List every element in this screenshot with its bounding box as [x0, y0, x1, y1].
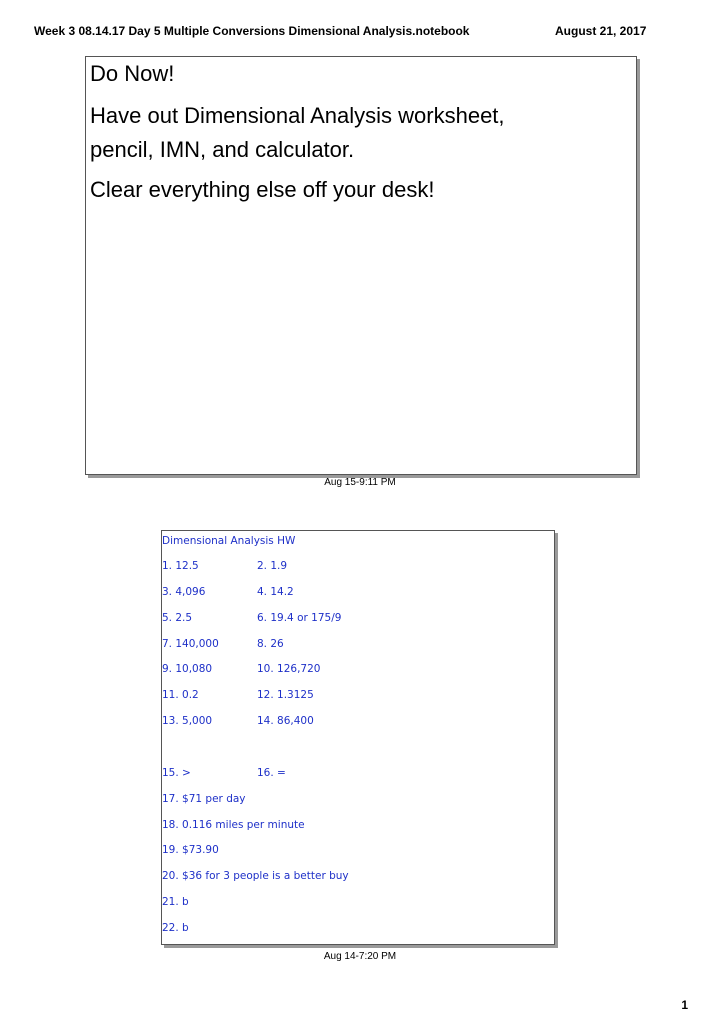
- answer-line: 19. $73.90: [162, 844, 219, 856]
- answer-row: [162, 638, 284, 650]
- answer-line: 17. $71 per day: [162, 793, 246, 805]
- answer-right: 6. 19.4 or 175/9: [257, 612, 342, 624]
- answer-row: [162, 663, 321, 675]
- answer-right: 4. 14.2: [257, 586, 294, 598]
- do-now-text-line-1: Have out Dimensional Analysis worksheet,: [90, 103, 505, 128]
- answer-left: 7. 140,000: [162, 638, 219, 650]
- answer-row: [162, 715, 314, 727]
- answer-right: 2. 1.9: [257, 560, 288, 572]
- answer-line: 21. b: [162, 896, 189, 908]
- homework-title: Dimensional Analysis HW: [162, 535, 296, 547]
- slide2-timestamp: Aug 14-7:20 PM: [323, 951, 397, 962]
- answer-right: 10. 126,720: [257, 663, 321, 675]
- answer-left: 15. >: [162, 767, 191, 779]
- answer-left: 13. 5,000: [162, 715, 213, 727]
- answer-row: [162, 767, 286, 779]
- answer-left: 1. 12.5: [162, 560, 199, 572]
- answer-left: 9. 10,080: [162, 663, 213, 675]
- do-now-slide: [85, 56, 637, 475]
- answer-line: 18. 0.116 miles per minute: [162, 819, 305, 831]
- answer-row: [162, 560, 288, 572]
- answer-line: 22. b: [162, 922, 189, 934]
- answer-row: [162, 612, 342, 624]
- answer-left: 3. 4,096: [162, 586, 206, 598]
- do-now-heading: Do Now!: [90, 61, 175, 86]
- answer-right: 16. =: [257, 767, 286, 779]
- do-now-text-line-2: pencil, IMN, and calculator.: [90, 137, 355, 162]
- page-number: 1: [681, 998, 688, 1012]
- answer-right: 8. 26: [257, 638, 284, 650]
- header-date: August 21, 2017: [555, 24, 647, 38]
- answer-row: [162, 586, 294, 598]
- slide1-timestamp: Aug 15-9:11 PM: [324, 477, 396, 488]
- answer-line: 20. $36 for 3 people is a better buy: [162, 870, 349, 882]
- answer-right: 12. 1.3125: [257, 689, 314, 701]
- answer-left: 11. 0.2: [162, 689, 199, 701]
- do-now-text-line-3: Clear everything else off your desk!: [90, 177, 435, 202]
- notebook-title: Week 3 08.14.17 Day 5 Multiple Conversions Dimensional Analysis.notebook: [34, 24, 470, 38]
- answer-left: 5. 2.5: [162, 612, 193, 624]
- answer-row: [162, 689, 314, 701]
- homework-answers-slide: [161, 530, 555, 945]
- answer-right: 14. 86,400: [257, 715, 314, 727]
